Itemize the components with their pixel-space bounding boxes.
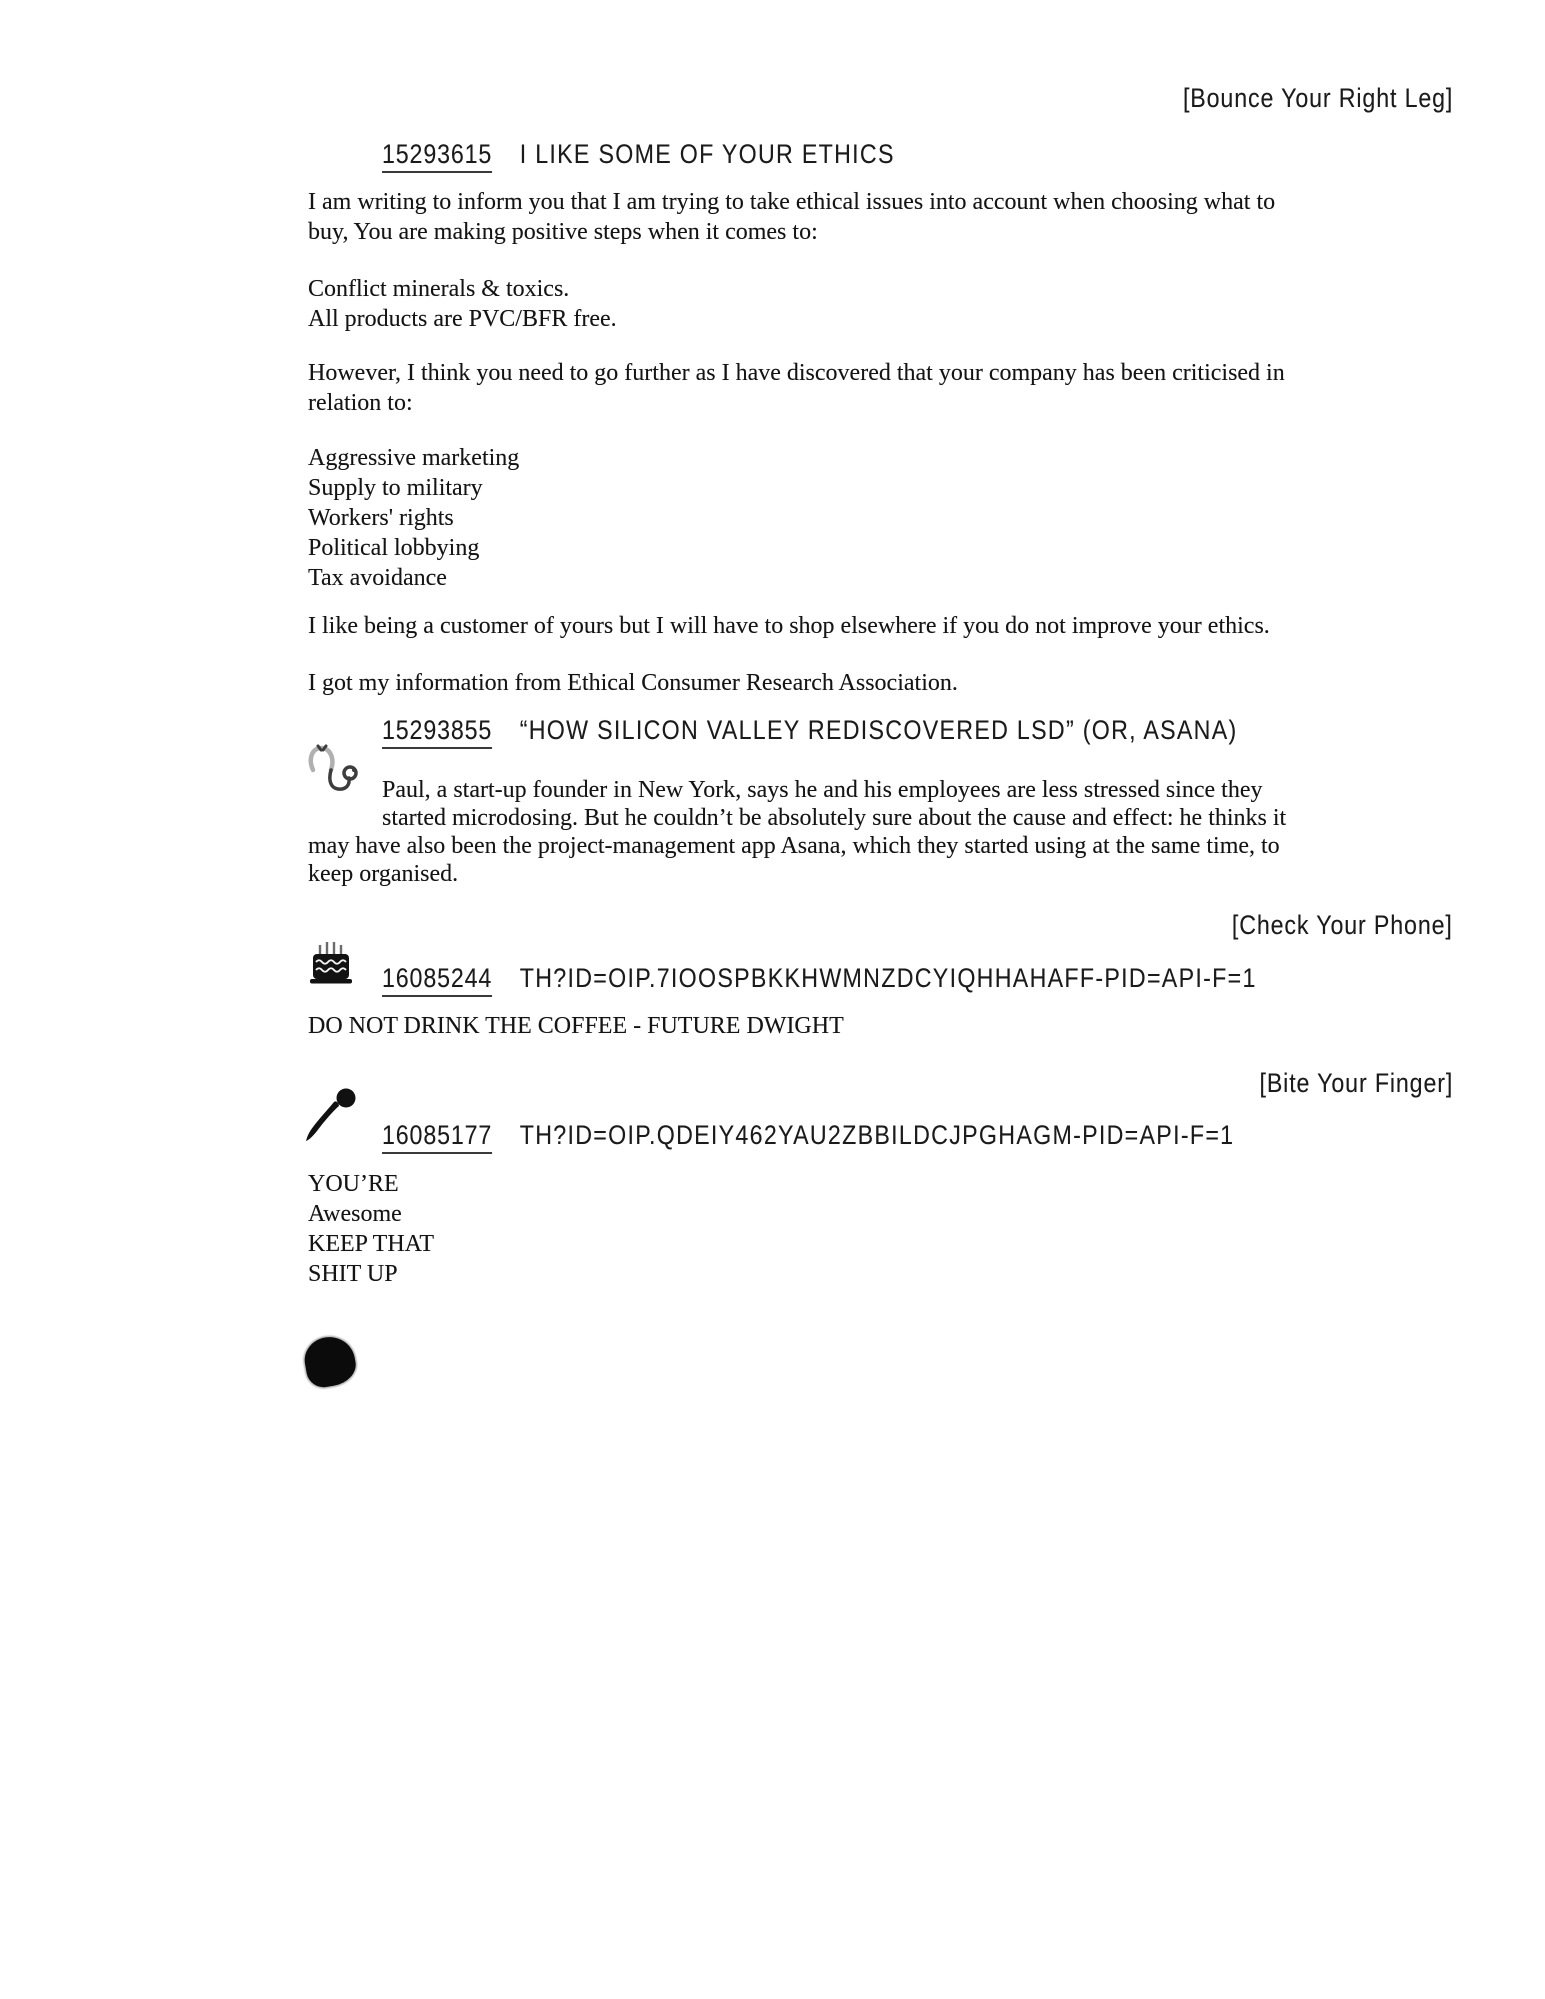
stage-direction-bounce-right-leg	[1139, 82, 1453, 114]
entry-2-title: “HOW SILICON VALLEY REDISCOVERED LSD” (OR, ASANA)	[519, 715, 1238, 745]
paragraph-line: keep organised.	[308, 861, 459, 887]
shout-line: Awesome	[308, 1201, 402, 1227]
entry-1-ref-link[interactable]: 15293615	[382, 138, 492, 173]
stage-direction-text: [Bite Your Finger]	[1259, 1068, 1453, 1098]
paragraph-line: However, I think you need to go further as I have discovered that your company has been criticised in	[308, 360, 1285, 386]
list-item: Workers' rights	[308, 505, 454, 531]
entry-3-title: TH?ID=OIP.7IOOSPBKKHWMNZDCYIQHHAHAFF-PID=API-F=1	[519, 963, 1257, 993]
entry-2-header	[382, 714, 1377, 749]
entry-1-paragraph-positives	[308, 274, 617, 334]
entry-1-criticism-list	[308, 443, 519, 593]
entry-1-title: I LIKE SOME OF YOUR ETHICS	[519, 139, 895, 169]
paragraph-line: Conflict minerals & toxics.	[308, 276, 570, 302]
entry-2-paragraph	[308, 775, 1286, 887]
paragraph-line: I am writing to inform you that I am trying to take ethical issues into account when choosing what to	[308, 189, 1276, 215]
entry-2-ref-link[interactable]: 15293855	[382, 714, 492, 749]
paragraph-line: relation to:	[308, 390, 413, 416]
entry-4-header	[382, 1119, 1373, 1154]
entry-4-title: TH?ID=OIP.QDEIY462YAU2ZBBILDCJPGHAGM-PID=API-F=1	[519, 1120, 1235, 1150]
list-item: Political lobbying	[308, 535, 480, 561]
shout-line: KEEP THAT	[308, 1231, 434, 1257]
paragraph-line: buy, You are making positive steps when it comes to:	[308, 219, 818, 245]
entry-1-paragraph-criticism	[308, 358, 1285, 418]
stage-direction-text: [Bounce Your Right Leg]	[1182, 83, 1453, 113]
paragraph-line: Paul, a start-up founder in New York, says he and his employees are less stressed since they	[382, 777, 1263, 803]
entry-4-shout	[308, 1169, 434, 1289]
list-item: Supply to military	[308, 475, 483, 501]
entry-1-paragraph-source: I got my information from Ethical Consumer Research Association.	[308, 670, 958, 696]
entry-4-ref-link[interactable]: 16085177	[382, 1119, 492, 1154]
shout-line: YOU’RE	[308, 1171, 399, 1197]
entry-1-header	[382, 138, 978, 173]
paragraph-line: started microdosing. But he couldn’t be absolutely sure about the cause and effect: he thinks it	[382, 805, 1287, 831]
stage-direction-bite-finger	[1228, 1067, 1453, 1099]
stage-direction-check-phone	[1196, 909, 1453, 941]
list-item: Tax avoidance	[308, 565, 447, 591]
stage-direction-text: [Check Your Phone]	[1232, 910, 1453, 940]
list-item: Aggressive marketing	[308, 445, 520, 471]
birthday-cake-icon	[306, 940, 356, 990]
entry-1-paragraph-customer: I like being a customer of yours but I will have to shop elsewhere if you do not improve your ethics.	[308, 613, 1270, 639]
entry-3-note: DO NOT DRINK THE COFFEE - FUTURE DWIGHT	[308, 1013, 844, 1039]
shout-line: SHIT UP	[308, 1261, 398, 1287]
entry-3-header	[382, 962, 1399, 997]
pen-icon	[303, 1085, 359, 1148]
entry-1-paragraph-intro	[308, 187, 1275, 247]
paragraph-line: may have also been the project-management app Asana, which they started using at the same time, to	[308, 833, 1280, 859]
ink-blob	[301, 1333, 359, 1390]
paragraph-line: All products are PVC/BFR free.	[308, 306, 617, 332]
entry-3-ref-link[interactable]: 16085244	[382, 962, 492, 997]
